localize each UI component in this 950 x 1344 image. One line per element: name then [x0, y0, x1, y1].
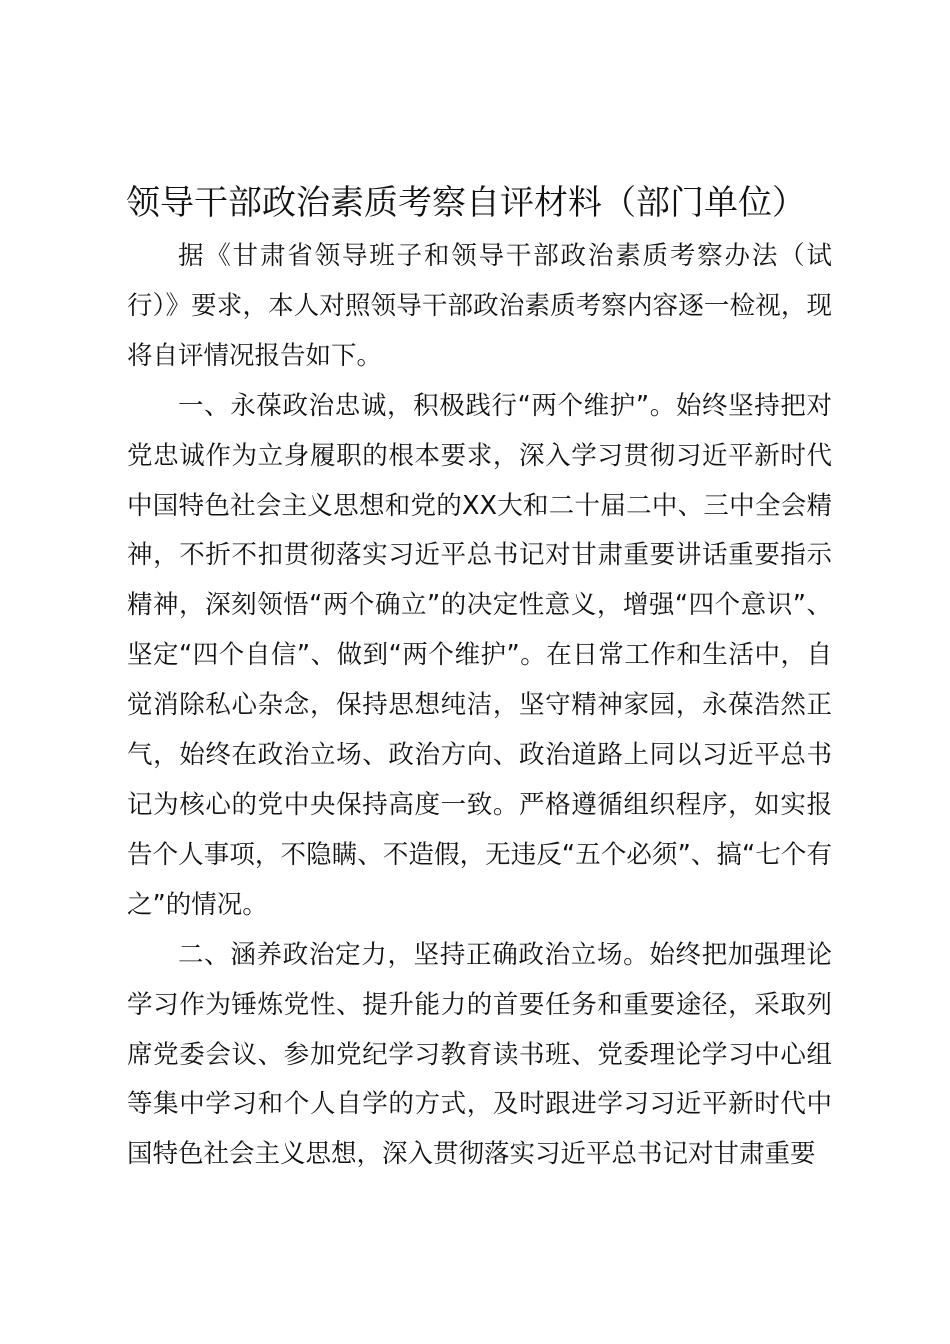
document-title: 领导干部政治素质考察自评材料（部门单位） [126, 183, 806, 223]
paragraph-section-2: 二、涵养政治定力，坚持正确政治立场。始终把加强理论学习作为锤炼党性、提升能力的首要任务和重要途径，采取列席党委会议、参加党纪学习教育读书班、党委理论学习中心组等集中学习和个人自学的方式，及时跟进学习习近平新时代中国特色社会主义思想，深入贯彻落实习近平总书记对甘肃重要 [127, 939, 832, 1170]
paragraph-intro: 据《甘肃省领导班子和领导干部政治素质考察办法（试行）》要求，本人对照领导干部政治素质考察内容逐一检视，现将自评情况报告如下。 [127, 241, 832, 371]
paragraph-section-1: 一、永葆政治忠诚，积极践行“两个维护”。始终坚持把对党忠诚作为立身履职的根本要求，深入学习贯彻习近平新时代中国特色社会主义思想和党的XX大和二十届二中、三中全会精神，不折不扣贯彻落实习近平总书记对甘肃重要讲话重要指示精神，深刻领悟“两个确立”的决定性意义，增强“四个意识”、坚定“四个自信”、做到“两个维护”。在日常工作和生活中，自觉消除私心杂念，保持思想纯洁，坚守精神家园，永葆浩然正气，始终在政治立场、政治方向、政治道路上同以习近平总书记为核心的党中央保持高度一致。严格遵循组织程序，如实报告个人事项，不隐瞒、不造假，无违反“五个必须”、搞“七个有之”的情况。 [127, 390, 832, 920]
document-body [127, 232, 832, 1180]
